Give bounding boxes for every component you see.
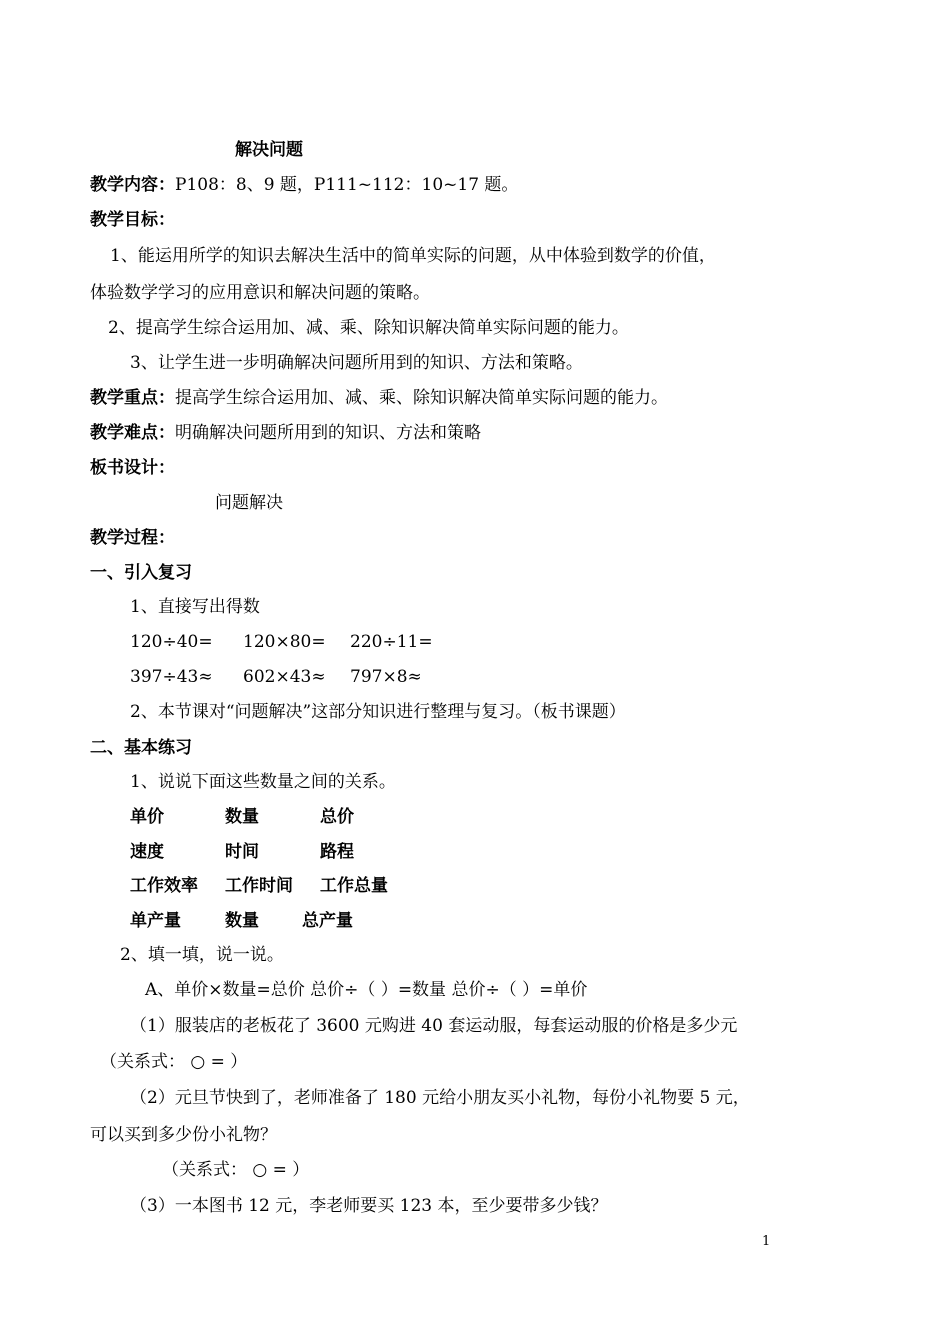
section-2-item-2: 2、填一填，说一说。	[120, 945, 284, 965]
calc-1-2: 120×80=	[243, 632, 326, 652]
section-2-heading: 二、基本练习	[90, 738, 192, 758]
goal-item-3: 3、让学生进一步明确解决问题所用到的知识、方法和策略。	[130, 353, 583, 373]
calc-2-3: 797×8≈	[350, 667, 422, 687]
section-1-item-1: 1、直接写出得数	[130, 597, 260, 617]
relation-4-b: 数量	[225, 911, 259, 931]
section-2-item-1: 1、说说下面这些数量之间的关系。	[130, 772, 396, 792]
question-1-relation: （关系式： ○ = ）	[100, 1052, 248, 1072]
section-1-item-2: 2、本节课对“问题解决”这部分知识进行整理与复习。（板书课题）	[130, 702, 626, 722]
relation-3-c: 工作总量	[320, 876, 388, 896]
teaching-content	[90, 174, 518, 196]
question-2-continued: 可以买到多少份小礼物？	[90, 1125, 277, 1145]
relation-2-b: 时间	[225, 842, 259, 862]
difficulty	[90, 422, 481, 444]
board-design-text: 问题解决	[215, 493, 283, 513]
relation-4-c: 总产量	[302, 911, 353, 931]
goal-item-2: 2、提高学生综合运用加、减、乘、除知识解决简单实际问题的能力。	[108, 318, 629, 338]
relation-1-a: 单价	[130, 807, 164, 827]
section-1-heading: 一、引入复习	[90, 563, 192, 583]
relation-3-a: 工作效率	[130, 876, 198, 896]
key-point	[90, 387, 668, 409]
teaching-goals-label: 教学目标：	[90, 210, 175, 230]
calc-2-1: 397÷43≈	[130, 667, 213, 687]
calc-1-1: 120÷40=	[130, 632, 213, 652]
calc-2-2: 602×43≈	[243, 667, 326, 687]
teaching-content-label: 教学内容：	[90, 175, 175, 195]
relation-1-b: 数量	[225, 807, 259, 827]
key-point-label: 教学重点：	[90, 388, 175, 408]
relation-4-a: 单产量	[130, 911, 181, 931]
calc-1-3: 220÷11=	[350, 632, 433, 652]
goal-item-1: 1、能运用所学的知识去解决生活中的简单实际的问题，从中体验到数学的价值，	[110, 246, 716, 266]
page-number: 1	[762, 1234, 771, 1249]
question-1: （1）服装店的老板花了 3600 元购进 40 套运动服，每套运动服的价格是多少元	[130, 1016, 738, 1036]
question-3: （3）一本图书 12 元，李老师要买 123 本，至少要带多少钱？	[130, 1196, 608, 1216]
difficulty-text: 明确解决问题所用到的知识、方法和策略	[175, 423, 481, 443]
goal-item-1-continued: 体验数学学习的应用意识和解决问题的策略。	[90, 283, 430, 303]
relation-3-b: 工作时间	[225, 876, 293, 896]
key-point-text: 提高学生综合运用加、减、乘、除知识解决简单实际问题的能力。	[175, 388, 668, 408]
relation-1-c: 总价	[320, 807, 354, 827]
formula-line: A、单价×数量=总价 总价÷（ ）=数量 总价÷（ ）=单价	[145, 980, 588, 1000]
relation-2-a: 速度	[130, 842, 164, 862]
teaching-process-label: 教学过程：	[90, 528, 175, 548]
question-2-relation: （关系式： ○ = ）	[162, 1160, 310, 1180]
relation-2-c: 路程	[320, 842, 354, 862]
board-design-label: 板书设计：	[90, 458, 175, 478]
question-2: （2）元旦节快到了，老师准备了 180 元给小朋友买小礼物，每份小礼物要 5 元，	[130, 1088, 750, 1108]
teaching-content-text: P108：8、9 题，P111~112：10~17 题。	[175, 175, 519, 195]
difficulty-label: 教学难点：	[90, 423, 175, 443]
page-title: 解决问题	[235, 140, 303, 160]
